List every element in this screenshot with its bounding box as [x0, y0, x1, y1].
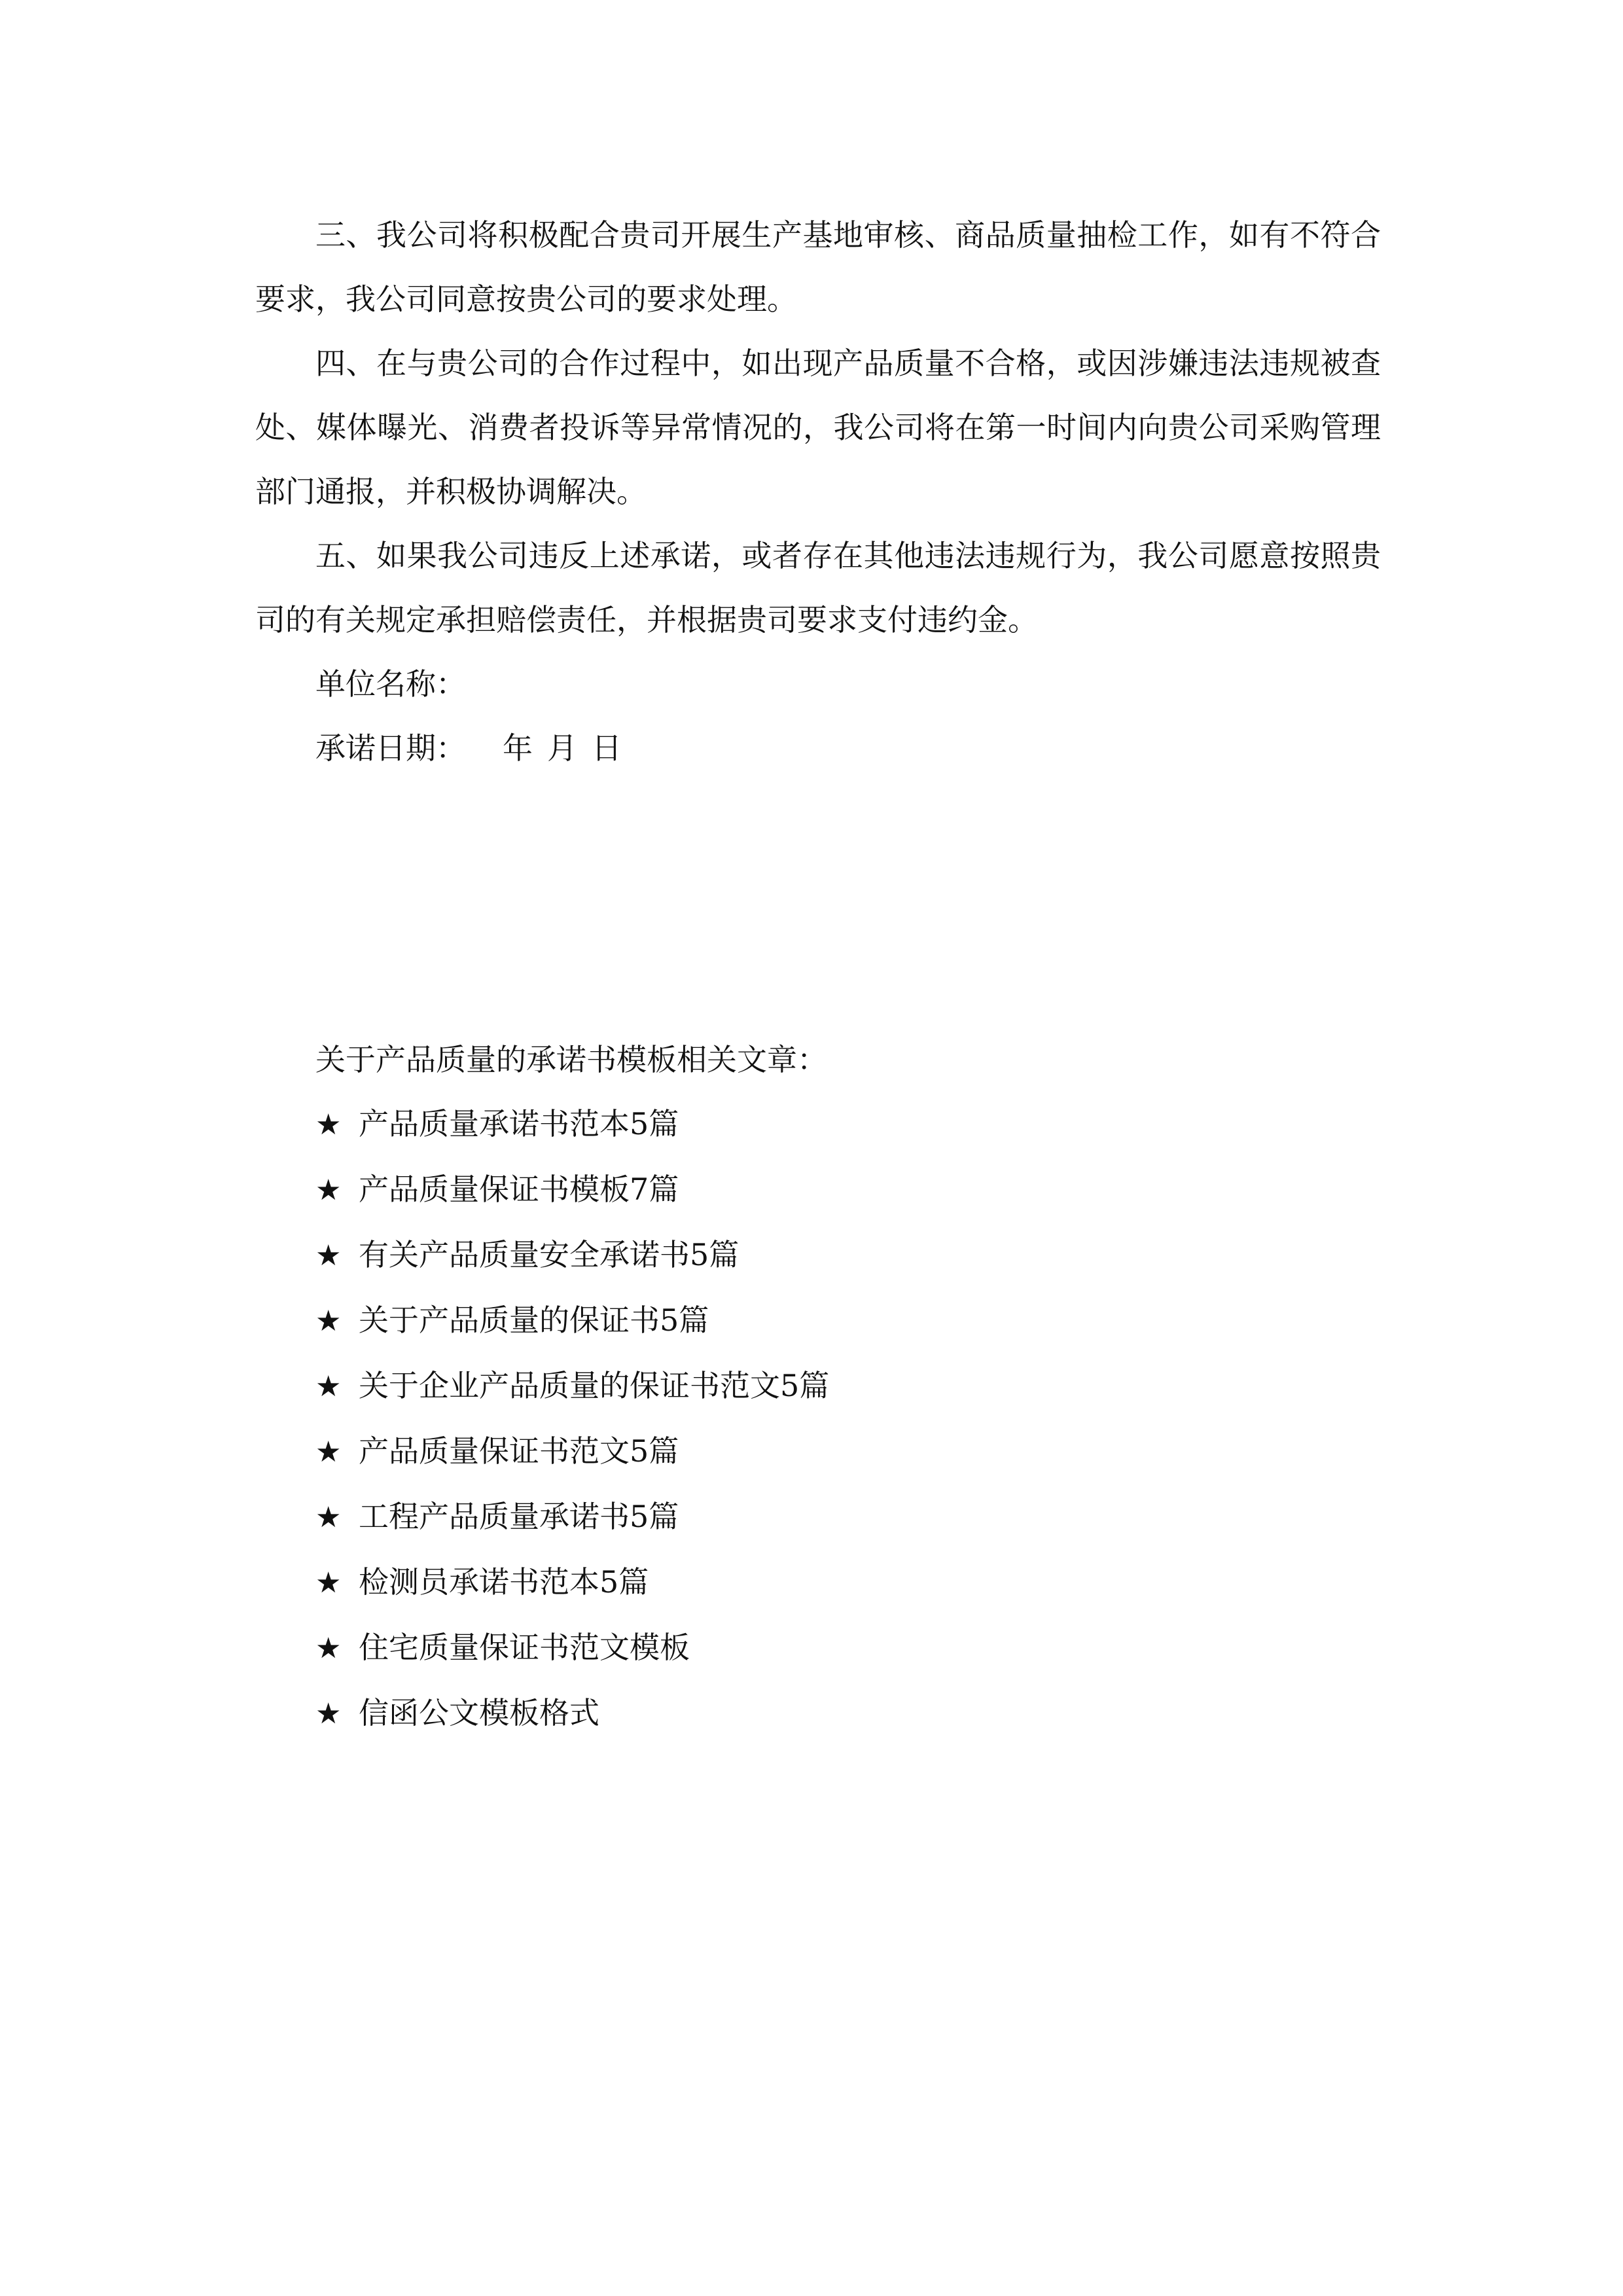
related-article-link[interactable] [315, 1092, 1363, 1157]
related-articles-list [315, 1092, 1363, 1746]
related-article-title: 关于企业产品质量的保证书范文5篇 [359, 1368, 830, 1403]
related-article-title: 住宅质量保证书范文模板 [359, 1630, 690, 1665]
date-year: 年 [503, 730, 533, 766]
star-icon: ★ [315, 1370, 342, 1403]
date-day: 日 [592, 730, 622, 766]
related-article-link[interactable] [315, 1484, 1363, 1550]
star-icon: ★ [315, 1632, 342, 1665]
related-article-link[interactable] [315, 1354, 1363, 1419]
star-icon: ★ [315, 1435, 342, 1469]
star-icon: ★ [315, 1697, 342, 1731]
star-icon: ★ [315, 1108, 342, 1141]
related-article-title: 信函公文模板格式 [359, 1695, 599, 1731]
related-article-title: 检测员承诺书范本5篇 [359, 1564, 649, 1600]
related-article-link[interactable] [315, 1157, 1363, 1223]
related-article-link[interactable] [315, 1288, 1363, 1354]
related-article-link[interactable] [315, 1615, 1363, 1681]
commitment-date-line [255, 716, 1381, 780]
related-articles [315, 1028, 1363, 1746]
related-article-title: 关于产品质量的保证书5篇 [359, 1302, 709, 1338]
unit-name-label: 单位名称： [315, 666, 466, 702]
related-article-link[interactable] [315, 1223, 1363, 1288]
commitment-body [255, 203, 1381, 780]
star-icon: ★ [315, 1304, 342, 1338]
unit-name-line [255, 652, 1381, 716]
paragraph-five: 五、如果我公司违反上述承诺，或者存在其他违法违规行为，我公司愿意按照贵司的有关规定承担赔偿责任，并根据贵司要求支付违约金。 [255, 538, 1381, 637]
related-article-title: 产品质量承诺书范本5篇 [359, 1106, 679, 1141]
related-article-link[interactable] [315, 1550, 1363, 1615]
related-article-title: 有关产品质量安全承诺书5篇 [359, 1237, 740, 1272]
star-icon: ★ [315, 1566, 342, 1600]
paragraph-three: 三、我公司将积极配合贵司开展生产基地审核、商品质量抽检工作，如有不符合要求，我公司同意按贵公司的要求处理。 [255, 217, 1381, 317]
star-icon: ★ [315, 1501, 342, 1534]
related-article-title: 产品质量保证书范文5篇 [359, 1433, 679, 1469]
related-article-link[interactable] [315, 1681, 1363, 1746]
date-month: 月 [547, 730, 577, 766]
commitment-date-label: 承诺日期： [315, 730, 466, 766]
related-article-title: 产品质量保证书模板7篇 [359, 1172, 679, 1207]
paragraph-four: 四、在与贵公司的合作过程中，如出现产品质量不合格，或因涉嫌违法违规被查处、媒体曝光、消费者投诉等异常情况的，我公司将在第一时间内向贵公司采购管理部门通报，并积极协调解决。 [255, 346, 1381, 509]
related-article-link[interactable] [315, 1419, 1363, 1484]
related-article-title: 工程产品质量承诺书5篇 [359, 1499, 679, 1534]
star-icon: ★ [315, 1239, 342, 1272]
star-icon: ★ [315, 1174, 342, 1207]
related-articles-title: 关于产品质量的承诺书模板相关文章： [315, 1042, 827, 1077]
